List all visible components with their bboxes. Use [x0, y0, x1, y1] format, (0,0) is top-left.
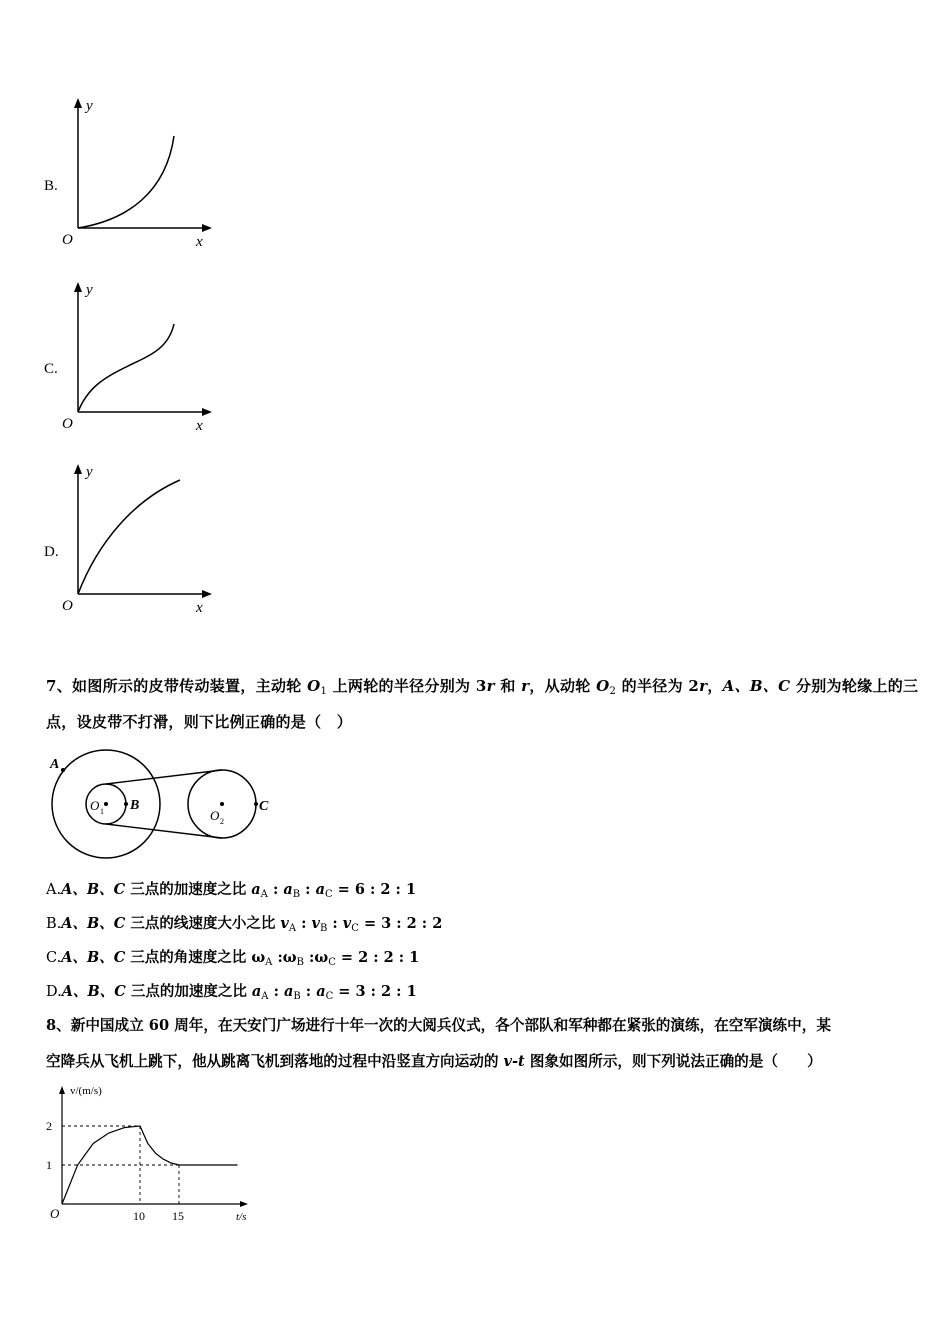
q7-text: 和: [494, 677, 522, 695]
q7-points: A、B、C: [722, 677, 791, 695]
sub: B: [319, 923, 328, 934]
option-c-graph: [58, 278, 218, 434]
quantity: a: [251, 983, 262, 1000]
q7-option-c[interactable]: [46, 946, 419, 968]
quantity: a: [316, 983, 326, 1000]
belt-drive-figure: [44, 748, 280, 864]
sep: :: [327, 915, 343, 932]
quantity: v: [280, 915, 289, 932]
q7-r: r: [521, 677, 530, 695]
q7-text: 分别为轮缘上的三: [790, 677, 919, 695]
sub: B: [293, 991, 301, 1002]
sep: :: [300, 983, 317, 1000]
option-text: 三点的角速度之比: [125, 949, 252, 966]
q7-o1: O: [307, 677, 321, 695]
x-tick-label: 10: [133, 1209, 145, 1223]
option-b-graph: [58, 96, 218, 252]
sub: B: [296, 957, 304, 968]
origin-label: O: [62, 416, 73, 432]
sep: :: [272, 949, 283, 966]
quantity: ω: [314, 949, 329, 966]
option-d-graph: [58, 460, 218, 616]
y-axis-label: y: [86, 464, 93, 480]
quantity: a: [283, 881, 293, 898]
sep: :: [303, 949, 315, 966]
option-b-letter: B.: [44, 178, 58, 194]
label-o1-sub: 1: [100, 807, 104, 816]
q7-o1-sub: 1: [320, 686, 328, 697]
label-b: B: [130, 798, 140, 813]
sep: :: [268, 983, 284, 1000]
quantity: a: [315, 881, 325, 898]
quantity: v: [342, 915, 352, 932]
q7-text: 的半径为 2: [616, 677, 700, 695]
q7-stem-line1: [46, 672, 919, 706]
q7-text: ，从动轮: [529, 677, 597, 695]
option-points: A、B、C: [61, 949, 126, 966]
option-ratio: = 3 : 2 : 1: [333, 983, 417, 1000]
q8-text: 空降兵从飞机上跳下，他从跳离飞机到落地的过程中沿竖直方向运动的: [46, 1053, 504, 1070]
label-o2-sub: 2: [220, 817, 224, 826]
x-axis-arrow: [240, 1201, 248, 1207]
q7-text: ，: [707, 677, 723, 695]
y-axis-label: y: [86, 282, 93, 298]
quantity: ω: [282, 949, 297, 966]
quantity: a: [283, 983, 294, 1000]
x-axis-label: x: [196, 600, 203, 616]
option-letter: A.: [46, 882, 62, 898]
vt-chart: [40, 1080, 260, 1230]
sub: C: [324, 889, 333, 900]
sep: :: [296, 915, 312, 932]
sub: A: [288, 923, 297, 934]
option-text: 三点的线速度大小之比: [125, 915, 281, 932]
y-tick-label: 1: [46, 1158, 52, 1172]
y-axis-title: v/(m/s): [70, 1085, 102, 1097]
q7-r: r: [486, 677, 495, 695]
y-axis-label: y: [86, 98, 93, 114]
q7-o2: O: [596, 677, 610, 695]
label-c: C: [259, 799, 269, 814]
q8-stem-line2: [46, 1048, 822, 1076]
sub: A: [261, 991, 269, 1002]
origin-label: O: [50, 1206, 60, 1221]
label-a: A: [50, 757, 60, 772]
option-c-letter: C.: [44, 361, 58, 377]
quantity: ω: [251, 949, 266, 966]
option-letter: D.: [46, 984, 62, 1000]
option-text: 三点的加速度之比: [125, 881, 252, 898]
option-ratio: = 6 : 2 : 1: [332, 881, 417, 898]
sep: :: [300, 881, 316, 898]
origin-label: O: [62, 232, 73, 248]
belt-bottom: [106, 824, 222, 838]
q8-vt: v-t: [503, 1053, 525, 1070]
q7-r: r: [699, 677, 708, 695]
option-points: A、B、C: [61, 983, 126, 1000]
q8-text: 图象如图所示，则下列说法正确的是（ ）: [524, 1053, 822, 1070]
sub: C: [325, 991, 334, 1002]
option-d-letter: D.: [44, 544, 59, 560]
q7-text: 上两轮的半径分别为 3: [327, 677, 487, 695]
sep: :: [267, 881, 284, 898]
option-letter: C.: [46, 950, 62, 966]
option-ratio: = 3 : 2 : 2: [358, 915, 443, 932]
q7-option-d[interactable]: [46, 980, 417, 1002]
option-text: 三点的加速度之比: [125, 983, 252, 1000]
origin-label: O: [62, 598, 73, 614]
quantity: a: [251, 881, 261, 898]
label-o2: O: [210, 808, 220, 823]
quantity: v: [311, 915, 320, 932]
q7-stem-line2: 点，设皮带不打滑，则下比例正确的是（ ）: [46, 713, 353, 731]
sub: A: [265, 957, 273, 968]
y-tick-label: 2: [46, 1119, 52, 1133]
q8-stem-line1: 8、新中国成立 60 周年，在天安门广场进行十年一次的大阅兵仪式，各个部队和军种都在紧张的演练，在空军演练中，某: [46, 1017, 831, 1034]
option-points: A、B、C: [61, 881, 126, 898]
x-axis-title: t/s: [236, 1211, 247, 1223]
sub: A: [260, 889, 268, 900]
option-ratio: = 2 : 2 : 1: [335, 949, 420, 966]
q7-option-b[interactable]: [46, 912, 442, 934]
option-letter: B.: [46, 916, 62, 932]
belt-top: [106, 770, 222, 784]
x-axis-label: x: [196, 234, 203, 250]
option-points: A、B、C: [61, 915, 126, 932]
x-tick-label: 15: [172, 1209, 184, 1223]
sub: C: [328, 957, 336, 968]
q7-text: 7、如图所示的皮带传动装置，主动轮: [46, 677, 308, 695]
y-axis-arrow: [59, 1086, 65, 1094]
sub: C: [351, 923, 359, 934]
label-o1: O: [90, 798, 100, 813]
x-axis-label: x: [196, 418, 203, 434]
q7-o2-sub: 2: [609, 686, 617, 697]
q7-option-a[interactable]: [46, 878, 416, 900]
sub: B: [292, 889, 301, 900]
